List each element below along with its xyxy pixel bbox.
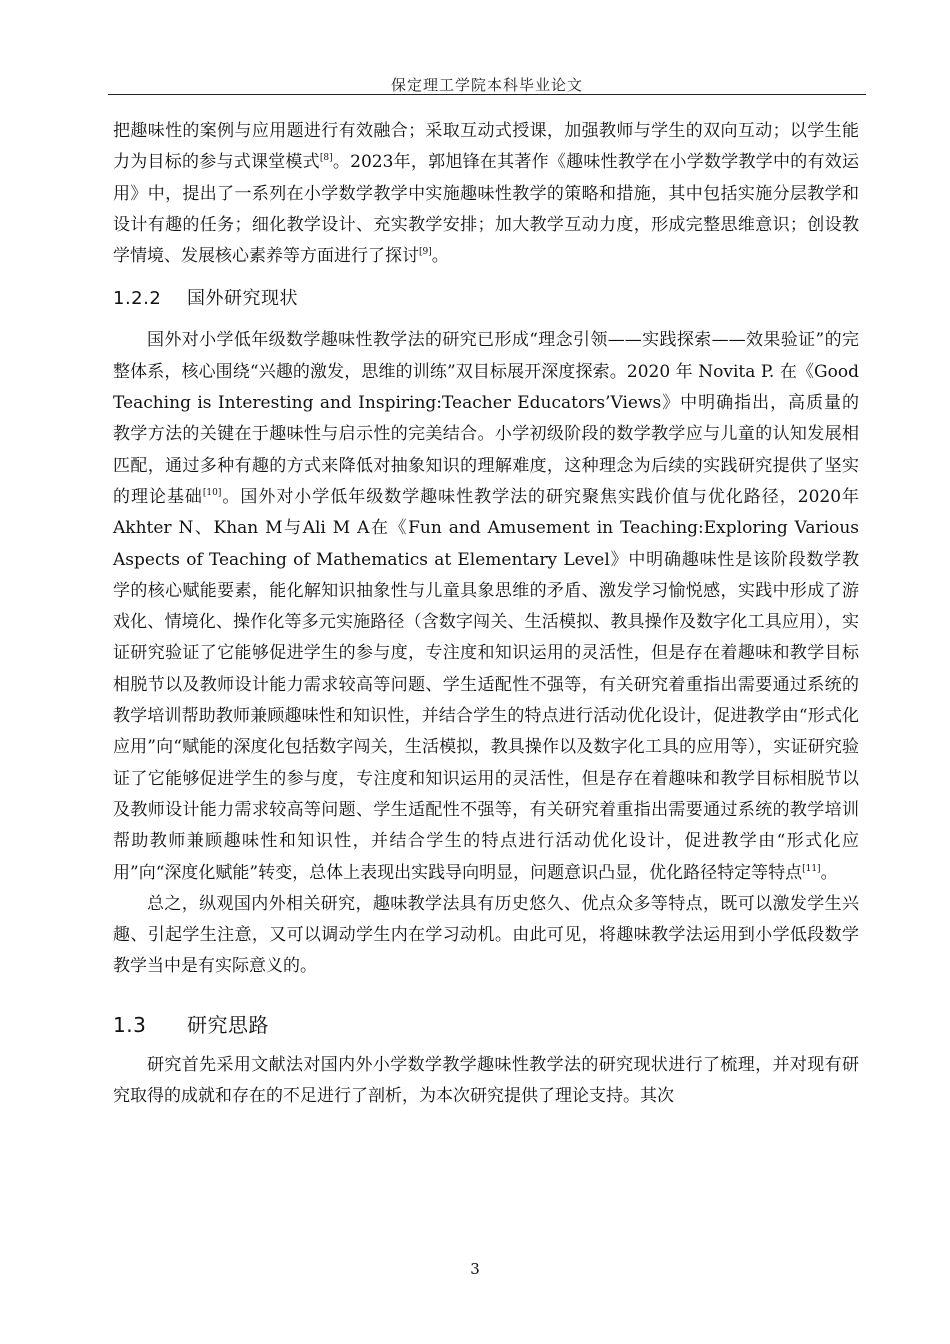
section-title: 研究思路 [187,1012,269,1037]
section-heading-1-3 [113,1008,859,1042]
paragraph-summary: 总之，纵观国内外相关研究，趣味教学法具有历史悠久、优点众多等特点，既可以激发学生兴趣、引起学生注意，又可以调动学生内在学习动机。由此可见，将趣味教学法运用到小学低段数学教学当中是有实际意义的。 [113,893,859,977]
citation-9: [9] [419,247,432,258]
page-number: 3 [470,1260,480,1278]
paragraph-foreign-research: 国外对小学低年级数学趣味性教学法的研究已形成“理念引领——实践探索——效果验证”的完整体系，核心围绕“兴趣的激发，思维的训练”双目标展开深度探索。2020 年 Novita P. 在《Good Teaching is Interesting and Inspiring:Teacher Educators’Views》中明确指出，高质量的教学方法的关键在于趣味性与启示性的完美结合。小学初级阶段的数学教学应与儿童的认知发展相匹配，通过多种有趣的方式来降低对抽象知识的理解难度，这种理念为后续的实践研究提供了坚实的理论基础[10]。国外对小学低年级数学趣味性教学法的研究聚焦实践价值与优化路径，2020年Akhter N、Khan M与Ali M A在《Fun and Amusement in Teaching:Exploring Various Aspects of Teaching of Mathematics at Elementary Level》中明确趣味性是该阶段数学教学的核心赋能要素，能化解知识抽象性与儿童具象思维的矛盾、激发学习愉悦感，实践中形成了游戏化、情境化、操作化等多元实施路径（含数字闯关、生活模拟、教具操作及数字化工具应用），实证研究验证了它能够促进学生的参与度，专注度和知识运用的灵活性，但是存在着趣味和教学目标相脱节以及教师设计能力需求较高等问题、学生适配性不强等，有关研究着重指出需要通过系统的教学培训帮助教师兼顾趣味性和知识性，并结合学生的特点进行活动优化设计，促进教学由“形式化应用”向“赋能的深度化包括数字闯关，生活模拟，教具操作以及数字化工具的应用等），实证研究验证了它能够促进学生的参与度，专注度和知识运用的灵活性，但是存在着趣味和教学目标相脱节以及教师设计能力需求较高等问题、学生适配性不强等，有关研究着重指出需要通过系统的教学培训帮助教师兼顾趣味性和知识性，并结合学生的特点进行活动优化设计，促进教学由“形式化应用”向“深度化赋能”转变，总体上表现出实践导向明显，问题意识凸显，优化路径特定等特点[11]。 [113,330,859,883]
page-header: 保定理工学院本科毕业论文 [390,76,583,94]
section-number: 1.2.2 [113,288,162,310]
section-title: 国外研究现状 [187,288,298,310]
section-number: 1.3 [113,1012,147,1037]
citation-10: [10] [202,487,222,498]
paragraph-domestic-research-end: 把趣味性的案例与应用题进行有效融合；采取互动式授课，加强教师与学生的双向互动；以学生能力为目标的参与式课堂模式[8]。2023年，郭旭锋在其著作《趣味性教学在小学数学教学中的有效运用》中，提出了一系列在小学数学教学中实施趣味性教学的策略和措施，其中包括实施分层教学和设计有趣的任务；细化教学设计、充实教学安排；加大教学互动力度，形成完整思维意识；创设教学情境、发展核心素养等方面进行了探讨[9]。 [113,121,859,267]
header-divider [108,94,866,95]
citation-8: [8] [319,153,333,164]
document-body [113,116,859,1112]
section-heading-1-2-2 [113,283,859,315]
citation-11: [11] [802,863,821,874]
paragraph-research-approach: 研究首先采用文献法对国内外小学数学教学趣味性教学法的研究现状进行了梳理，并对现有研究取得的成就和存在的不足进行了剖析，为本次研究提供了理论支持。其次 [113,1054,859,1107]
